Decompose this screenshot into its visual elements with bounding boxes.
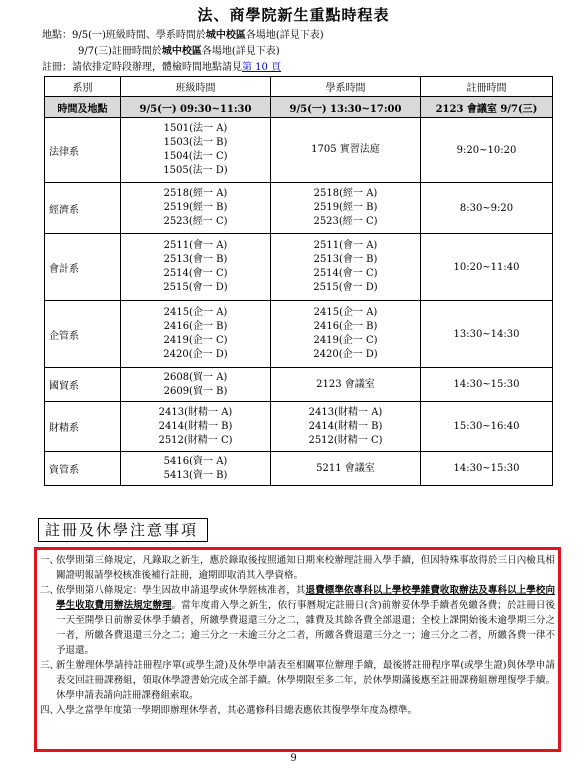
class-time-cell bbox=[121, 368, 271, 402]
note-segment: 。當年度甫入學之新生，依行事曆規定註冊日(含)前辦妥休學手續者免繳各費；於註冊日後一天至開學日前辦妥休學手續者，所繳學費退還三分之二，雜費及其餘各費全部退還；全校上課開始後未逾學期三分之一者，所繳各費退還三分之二；逾三分之一未逾三分之二者，所繳各費退還三分之一；逾三分之二者，所繳各費一律不予退還。 bbox=[56, 600, 555, 656]
class-room-entry: 2519(經一 B) bbox=[163, 202, 228, 213]
dept-room-entry: 2514(會一 C) bbox=[313, 268, 378, 279]
class-time-cell bbox=[121, 452, 271, 486]
class-room-entry: 2609(貿一 B) bbox=[163, 385, 228, 397]
header-dept-time: 學系時間 bbox=[271, 77, 421, 97]
class-room-entry: 1504(法一 C) bbox=[163, 151, 228, 162]
note-text bbox=[56, 553, 555, 583]
location-line-2: 9/7(三)註冊時間於城中校區各場地(詳見下表) bbox=[78, 46, 280, 57]
dept-room-entry: 2513(會一 B) bbox=[313, 254, 378, 265]
note-emphasis: 退費標準依專科以上學校學雜費收取辦法及專科以上學校向學生收取費用辦法規定辦理 bbox=[56, 585, 555, 611]
time-row-dept: 9/5(一) 13:30~17:00 bbox=[271, 97, 421, 118]
register-time-cell: 10:20~11:40 bbox=[421, 234, 553, 301]
class-time-cell bbox=[121, 118, 271, 183]
register-time-cell: 9:20~10:20 bbox=[421, 118, 553, 183]
register-time-cell: 15:30~16:40 bbox=[421, 402, 553, 452]
class-room-entry: 1505(法一 D) bbox=[163, 165, 228, 176]
dept-time-cell bbox=[271, 301, 421, 368]
dept-room-entry: 2511(會一 A) bbox=[313, 240, 378, 251]
dept-room-entry: 2415(企一 A) bbox=[313, 307, 378, 318]
dept-room-entry: 2419(企一 C) bbox=[313, 335, 378, 346]
class-room-entry: 2514(會一 C) bbox=[163, 268, 228, 279]
dept-room-entry: 2413(財精一 A) bbox=[308, 406, 383, 418]
dept-room-entry: 5211 會議室 bbox=[316, 462, 375, 474]
table-row bbox=[45, 234, 553, 301]
dept-cell: 企管系 bbox=[45, 301, 121, 368]
class-room-entry: 5413(資一 B) bbox=[163, 469, 228, 481]
register-time-cell: 14:30~15:30 bbox=[421, 452, 553, 486]
dept-room-entry: 2123 會議室 bbox=[316, 378, 375, 390]
dept-room-entry: 2416(企一 B) bbox=[313, 321, 378, 332]
time-row-label: 時間及地點 bbox=[45, 97, 121, 118]
class-time-cell bbox=[121, 402, 271, 452]
class-room-entry: 2518(經一 A) bbox=[163, 188, 228, 199]
note-item bbox=[40, 703, 555, 718]
class-time-cell bbox=[121, 183, 271, 234]
notes-list bbox=[40, 553, 555, 718]
page-number: 9 bbox=[290, 753, 297, 764]
time-row-class: 9/5(一) 09:30~11:30 bbox=[121, 97, 271, 118]
class-room-entry: 2420(企一 D) bbox=[163, 349, 228, 360]
header-register-time: 註冊時間 bbox=[421, 77, 553, 97]
class-time-cell bbox=[121, 234, 271, 301]
dept-cell: 經濟系 bbox=[45, 183, 121, 234]
header-class-time: 班級時間 bbox=[121, 77, 271, 97]
dept-time-cell bbox=[271, 368, 421, 402]
note-number: 二、 bbox=[40, 585, 60, 596]
dept-room-entry: 2523(經一 C) bbox=[313, 216, 378, 227]
register-time-cell: 14:30~15:30 bbox=[421, 368, 553, 402]
class-room-entry: 2523(經一 C) bbox=[163, 216, 228, 227]
schedule-table bbox=[44, 76, 553, 486]
table-row bbox=[45, 118, 553, 183]
note-segment: 新生辦理休學請持註冊程序單(或學生證)及休學申請表至相關單位辦理手續，最後將註冊程序單(或學生證)與休學申請表交回註冊課務組，領取休學證書始完成全部手續。休學期限至多二年，於休學期滿後應至註冊課務組辦理復學手續。休學申請表請向註冊課務組索取。 bbox=[56, 660, 555, 701]
dept-cell: 資管系 bbox=[45, 452, 121, 486]
dept-cell: 法律系 bbox=[45, 118, 121, 183]
note-number: 三、 bbox=[40, 660, 60, 671]
class-room-entry: 2413(財精一 A) bbox=[158, 406, 233, 418]
dept-room-entry: 2420(企一 D) bbox=[313, 349, 378, 360]
note-item bbox=[40, 553, 555, 583]
class-room-entry: 2414(財精一 B) bbox=[158, 420, 233, 432]
header-dept: 系別 bbox=[45, 77, 121, 97]
register-time-cell: 8:30~9:20 bbox=[421, 183, 553, 234]
time-location-row bbox=[45, 97, 553, 118]
table-row bbox=[45, 183, 553, 234]
class-room-entry: 2513(會一 B) bbox=[163, 254, 228, 265]
dept-room-entry: 2515(會一 D) bbox=[313, 282, 378, 293]
table-row bbox=[45, 452, 553, 486]
note-item bbox=[40, 658, 555, 703]
table-header-row bbox=[45, 77, 553, 97]
dept-time-cell bbox=[271, 183, 421, 234]
section-heading: 註冊及休學注意事項 bbox=[38, 518, 208, 542]
class-room-entry: 1503(法一 B) bbox=[163, 137, 228, 148]
dept-room-entry: 2519(經一 B) bbox=[313, 202, 378, 213]
dept-time-cell bbox=[271, 234, 421, 301]
class-room-entry: 1501(法一 A) bbox=[163, 123, 228, 134]
note-number: 四、 bbox=[40, 705, 60, 716]
note-text bbox=[56, 583, 555, 658]
class-room-entry: 2512(財精一 C) bbox=[158, 434, 233, 446]
table-row bbox=[45, 368, 553, 402]
dept-cell: 會計系 bbox=[45, 234, 121, 301]
dept-cell: 國貿系 bbox=[45, 368, 121, 402]
dept-time-cell bbox=[271, 118, 421, 183]
dept-room-entry: 2414(財精一 B) bbox=[308, 420, 383, 432]
dept-room-entry: 2512(財精一 C) bbox=[308, 434, 383, 446]
registration-note: 註冊：請依排定時段辦理，體檢時間地點請見第 10 頁 bbox=[42, 62, 282, 73]
note-segment: 依學則第八條規定：學生因故申請退學或休學經核准者，其 bbox=[56, 585, 306, 596]
table-row bbox=[45, 301, 553, 368]
class-room-entry: 2419(企一 C) bbox=[163, 335, 228, 346]
dept-room-entry: 1705 實習法庭 bbox=[311, 144, 380, 155]
dept-time-cell bbox=[271, 402, 421, 452]
page-title: 法、商學院新生重點時程表 bbox=[197, 6, 390, 24]
location-line-1: 地點：9/5(一)班級時間、學系時間於城中校區各場地(詳見下表) bbox=[42, 30, 324, 41]
class-room-entry: 2416(企一 B) bbox=[163, 321, 228, 332]
class-room-entry: 2415(企一 A) bbox=[163, 307, 228, 318]
note-text bbox=[56, 703, 555, 718]
note-segment: 入學之當學年度第一學期即辦理休學者，其必選修科目總表應依其復學學年度為標準。 bbox=[56, 705, 418, 716]
note-text bbox=[56, 658, 555, 703]
class-room-entry: 2608(貿一 A) bbox=[163, 371, 228, 383]
table-row bbox=[45, 402, 553, 452]
note-segment: 依學則第三條規定，凡錄取之新生，應於錄取後按照通知日期來校辦理註冊入學手續，但因特殊事故得於三日內檢具相關證明報請學校核准後補行註冊，逾期即取消其入學資格。 bbox=[56, 555, 555, 581]
dept-cell: 財精系 bbox=[45, 402, 121, 452]
dept-time-cell bbox=[271, 452, 421, 486]
dept-room-entry: 2518(經一 A) bbox=[313, 188, 378, 199]
class-room-entry: 2511(會一 A) bbox=[163, 240, 228, 251]
note-number: 一、 bbox=[40, 555, 60, 566]
page-10-link[interactable]: 第 10 頁 bbox=[242, 62, 282, 73]
class-time-cell bbox=[121, 301, 271, 368]
note-item bbox=[40, 583, 555, 658]
time-row-register: 2123 會議室 9/7(三) bbox=[421, 97, 553, 118]
class-room-entry: 5416(資一 A) bbox=[163, 455, 228, 467]
register-time-cell: 13:30~14:30 bbox=[421, 301, 553, 368]
class-room-entry: 2515(會一 D) bbox=[163, 282, 228, 293]
